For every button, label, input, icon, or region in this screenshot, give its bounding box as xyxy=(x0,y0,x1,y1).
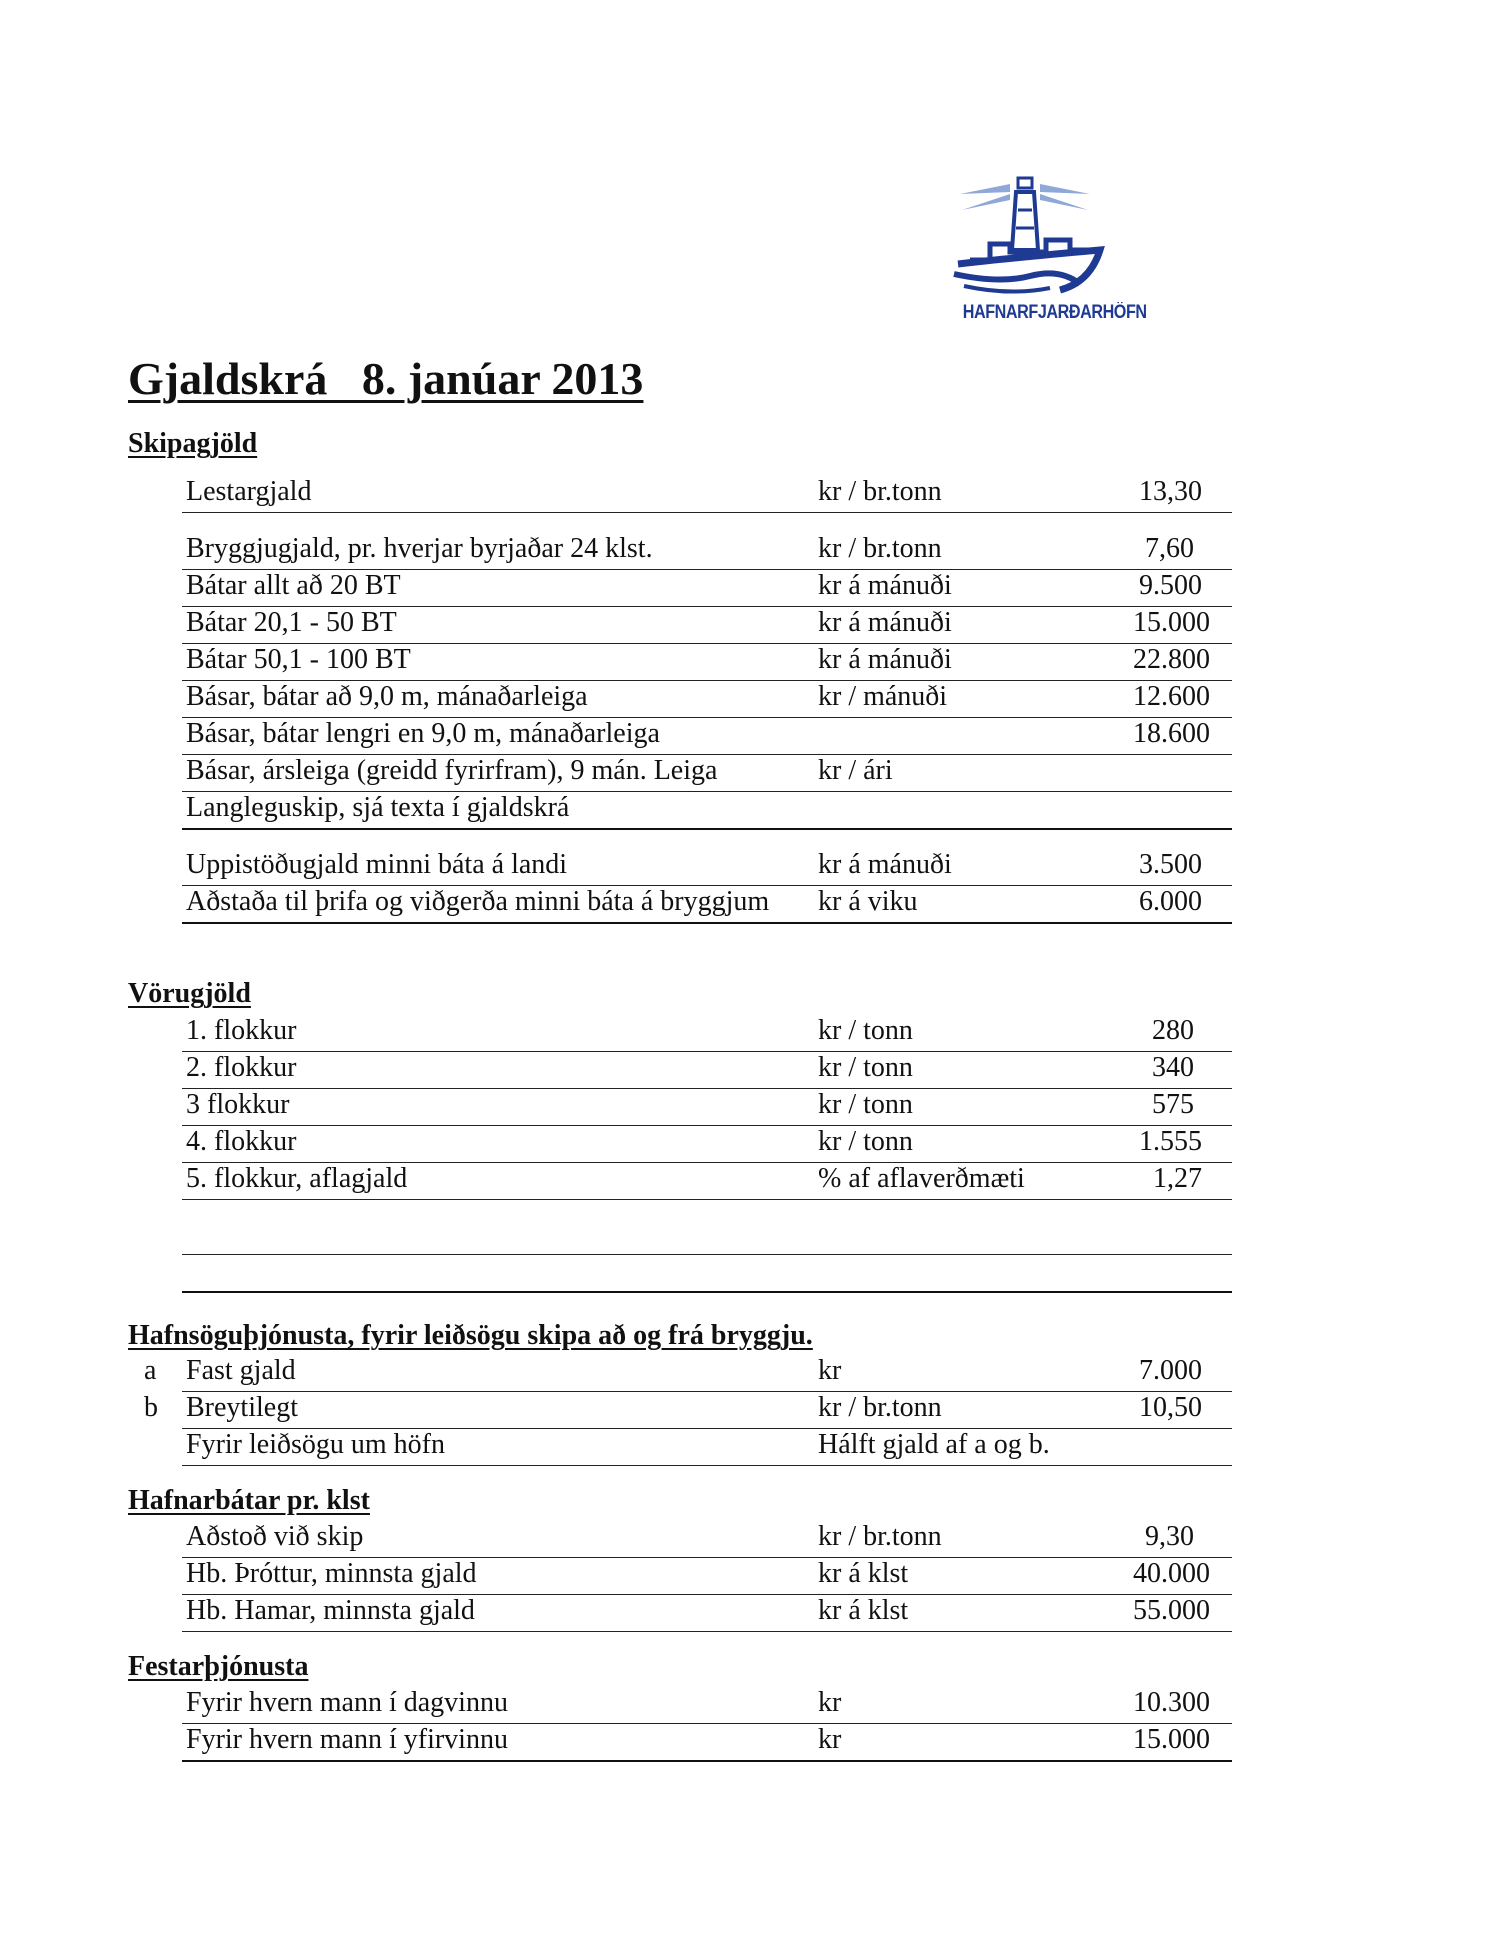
fee-row xyxy=(144,1354,1232,1392)
fee-unit: kr xyxy=(818,1687,842,1718)
fee-row xyxy=(144,1391,1232,1429)
fee-value: 18.600 xyxy=(1133,718,1210,749)
fee-value: 280 xyxy=(1152,1015,1194,1046)
fee-value: 3.500 xyxy=(1139,849,1202,880)
fee-row xyxy=(182,1723,1232,1762)
fee-row xyxy=(182,1428,1232,1466)
fee-label: Aðstoð við skip xyxy=(186,1521,364,1552)
hafnarfjardarhofn-logo xyxy=(950,172,1147,332)
fee-unit: kr á klst xyxy=(818,1595,909,1626)
fee-label: Básar, bátar að 9,0 m, mánaðarleiga xyxy=(186,681,588,712)
fee-label: 3 flokkur xyxy=(186,1089,290,1120)
fee-unit: kr / ári xyxy=(818,755,893,786)
fee-label: Básar, bátar lengri en 9,0 m, mánaðarleiga xyxy=(186,718,660,749)
fee-row xyxy=(182,475,1232,513)
fee-unit: kr á mánuði xyxy=(818,849,952,880)
fee-unit: kr xyxy=(818,1355,842,1386)
blank-rule xyxy=(182,1254,1232,1255)
fee-unit: % af aflaverðmæti xyxy=(818,1163,1025,1194)
fee-label: Básar, ársleiga (greidd fyrirfram), 9 mán. Leiga xyxy=(186,755,718,786)
fee-row xyxy=(182,569,1232,607)
fee-row xyxy=(182,1520,1232,1558)
fee-value: 13,30 xyxy=(1139,476,1202,507)
fee-value: 7.000 xyxy=(1139,1355,1202,1386)
fee-label: Bryggjugjald, pr. hverjar byrjaðar 24 klst. xyxy=(186,533,653,564)
fee-value: 6.000 xyxy=(1139,886,1202,917)
fee-value: 55.000 xyxy=(1133,1595,1210,1626)
section-heading-skipagjold: Skipagjöld xyxy=(128,428,258,459)
fee-row xyxy=(182,532,1232,570)
fee-unit: kr / br.tonn xyxy=(818,1521,942,1552)
fee-row xyxy=(182,1088,1232,1126)
fee-row xyxy=(182,885,1232,924)
fee-unit: kr á mánuði xyxy=(818,607,952,638)
page-title: Gjaldskrá 8. janúar 2013 xyxy=(128,353,644,404)
lighthouse-ship-icon xyxy=(950,172,1120,302)
fee-row xyxy=(182,1162,1232,1200)
fee-value: 7,60 xyxy=(1145,533,1194,564)
fee-label: 1. flokkur xyxy=(186,1015,297,1046)
fee-unit: kr / br.tonn xyxy=(818,533,942,564)
fee-unit: kr / tonn xyxy=(818,1015,913,1046)
fee-unit: kr / br.tonn xyxy=(818,1392,942,1423)
fee-value: 12.600 xyxy=(1133,681,1210,712)
fee-label: Fast gjald xyxy=(186,1355,296,1386)
fee-unit: kr / mánuði xyxy=(818,681,948,712)
fee-unit: Hálft gjald af a og b. xyxy=(818,1429,1050,1460)
fee-label: Aðstaða til þrifa og viðgerða minni báta á bryggjum xyxy=(186,886,770,917)
fee-row xyxy=(182,1051,1232,1089)
fee-row xyxy=(182,791,1232,830)
fee-unit: kr á mánuði xyxy=(818,644,952,675)
fee-label: Fyrir hvern mann í dagvinnu xyxy=(186,1687,508,1718)
section-heading-hafnarbatar: Hafnarbátar pr. klst xyxy=(128,1485,370,1516)
fee-unit: kr xyxy=(818,1724,842,1755)
fee-unit: kr á mánuði xyxy=(818,570,952,601)
fee-letter: a xyxy=(144,1355,157,1386)
blank-rule xyxy=(182,1291,1232,1293)
fee-label: Bátar 50,1 - 100 BT xyxy=(186,644,411,675)
fee-row xyxy=(182,1125,1232,1163)
fee-unit: kr / tonn xyxy=(818,1126,913,1157)
fee-row xyxy=(182,1594,1232,1632)
fee-value: 575 xyxy=(1152,1089,1194,1120)
fee-label: Breytilegt xyxy=(186,1392,298,1423)
fee-label: Lestargjald xyxy=(186,476,312,507)
fee-value: 15.000 xyxy=(1133,1724,1210,1755)
fee-label: Bátar 20,1 - 50 BT xyxy=(186,607,397,638)
fee-label: Langleguskip, sjá texta í gjaldskrá xyxy=(186,792,570,823)
fee-label: 5. flokkur, aflagjald xyxy=(186,1163,408,1194)
fee-unit: kr / br.tonn xyxy=(818,476,942,507)
fee-label: Fyrir hvern mann í yfirvinnu xyxy=(186,1724,508,1755)
fee-row xyxy=(182,1014,1232,1052)
logo-text: HAFNARFJARÐARHÖFN xyxy=(962,302,1147,323)
section-heading-vorugjold: Vörugjöld xyxy=(128,978,251,1009)
fee-label: 4. flokkur xyxy=(186,1126,297,1157)
fee-letter: b xyxy=(144,1392,158,1423)
fee-row xyxy=(182,754,1232,792)
fee-value: 340 xyxy=(1152,1052,1194,1083)
fee-unit: kr / tonn xyxy=(818,1089,913,1120)
fee-value: 40.000 xyxy=(1133,1558,1210,1589)
fee-row xyxy=(182,680,1232,718)
fee-label: Uppistöðugjald minni báta á landi xyxy=(186,849,568,880)
fee-value: 1,27 xyxy=(1153,1163,1202,1194)
section-heading-festar: Festarþjónusta xyxy=(128,1651,309,1682)
fee-label: Bátar allt að 20 BT xyxy=(186,570,401,601)
fee-row xyxy=(182,1557,1232,1595)
fee-row xyxy=(182,643,1232,681)
fee-value: 10,50 xyxy=(1139,1392,1202,1423)
fee-value: 1.555 xyxy=(1139,1126,1202,1157)
fee-unit: kr / tonn xyxy=(818,1052,913,1083)
fee-row xyxy=(182,1686,1232,1724)
fee-label: Hb. Hamar, minnsta gjald xyxy=(186,1595,475,1626)
fee-label: Fyrir leiðsögu um höfn xyxy=(186,1429,445,1460)
fee-row xyxy=(182,606,1232,644)
fee-value: 9.500 xyxy=(1139,570,1202,601)
fee-value: 9,30 xyxy=(1145,1521,1194,1552)
fee-unit: kr á klst xyxy=(818,1558,909,1589)
fee-row xyxy=(182,717,1232,755)
fee-value: 22.800 xyxy=(1133,644,1210,675)
fee-unit: kr á viku xyxy=(818,886,918,917)
fee-label: Hb. Þróttur, minnsta gjald xyxy=(186,1558,477,1589)
fee-row xyxy=(182,848,1232,886)
fee-value: 15.000 xyxy=(1133,607,1210,638)
section-heading-hafnsogu: Hafnsöguþjónusta, fyrir leiðsögu skipa að og frá bryggju. xyxy=(128,1320,813,1351)
fee-value: 10.300 xyxy=(1133,1687,1210,1718)
fee-label: 2. flokkur xyxy=(186,1052,297,1083)
